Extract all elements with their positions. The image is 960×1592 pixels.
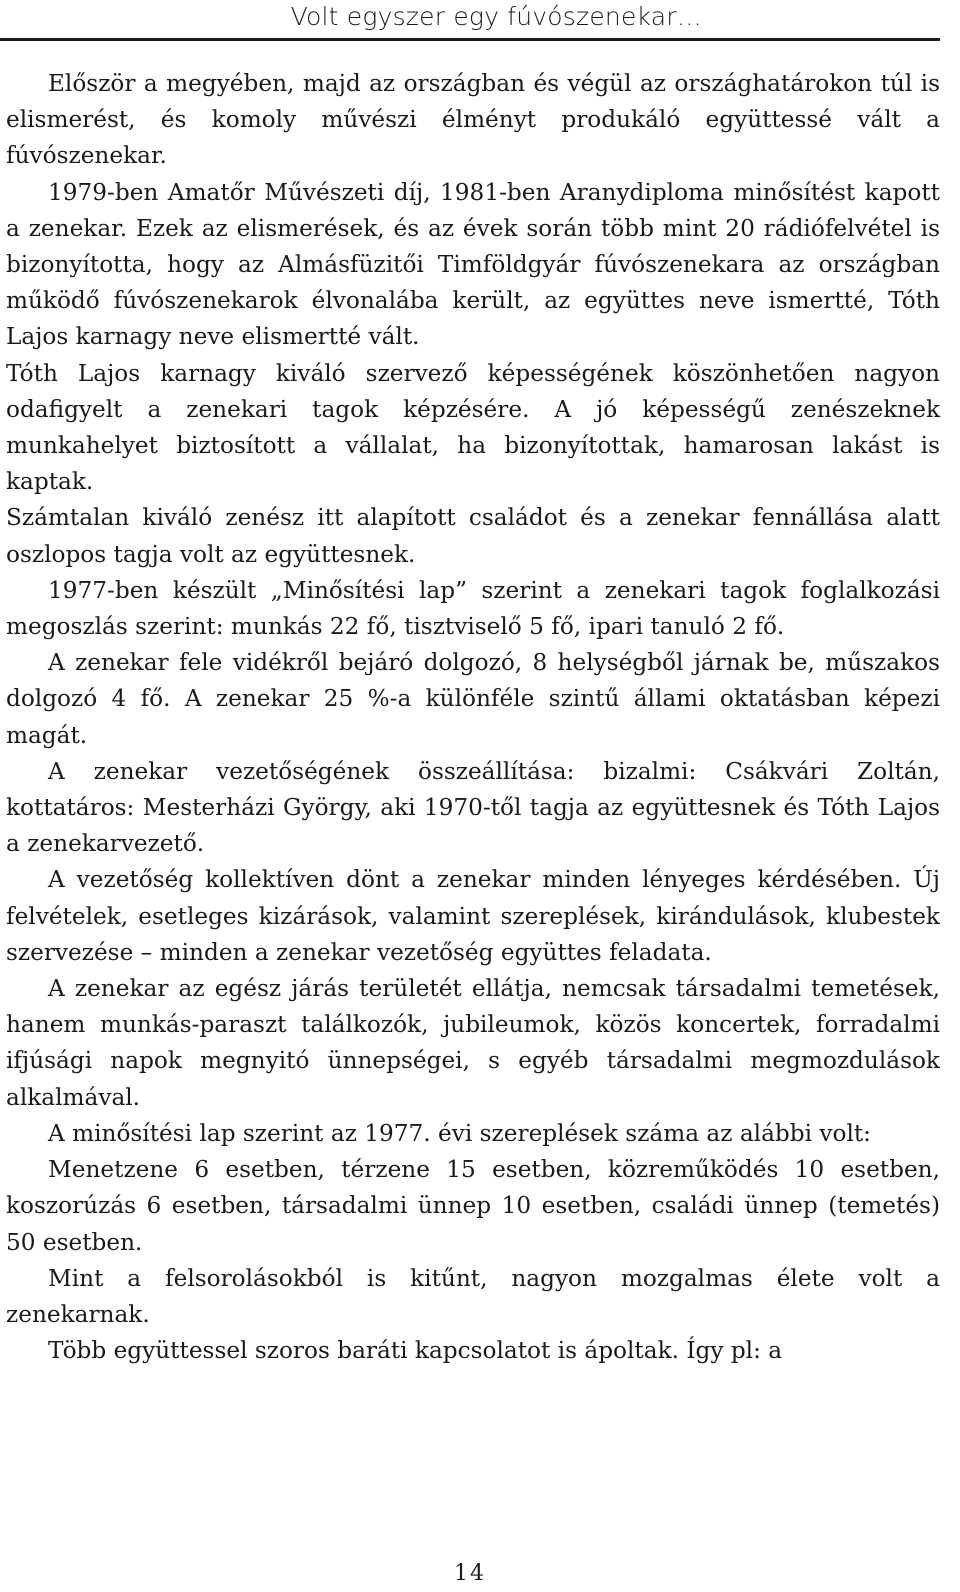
paragraph: Mint a felsorolásokból is kitűnt, nagyon mozgalmas élete volt a zenekarnak.: [6, 1264, 940, 1328]
paragraph: Menetzene 6 esetben, térzene 15 esetben, közreműködés 10 esetben, koszorúzás 6 esetben, társadalmi ünnep 10 esetben, családi ünnep (temetés) 50 esetben.: [6, 1156, 940, 1256]
body-text: [6, 66, 940, 1369]
paragraph: Több együttessel szoros baráti kapcsolatot is ápoltak. Így pl: a: [48, 1337, 783, 1365]
paragraph: A minősítési lap szerint az 1977. évi szereplések száma az alábbi volt:: [48, 1119, 871, 1147]
running-title: Volt egyszer egy fúvószenekar…: [290, 2, 702, 31]
paragraph: 1977-ben készült „Minősítési lap” szerint a zenekari tagok foglalkozási megoszlás szerint: munkás 22 fő, tisztviselő 5 fő, ipari tanuló 2 fő.: [6, 576, 940, 641]
running-header: [0, 0, 940, 41]
paragraph: 1979-ben Amatőr Művészeti díj, 1981-ben Aranydiploma minősítést kapott a zenekar. Ezek az elismerések, és az évek során több mint 20 rádiófelvétel is bizonyította, hogy az Almásfüzitői Timföldgyár fúvószenekara az országban működő fúvószenekarok élvonalába került, az együttes neve ismertté, Tóth Lajos karnagy neve elismertté vált.: [6, 178, 940, 351]
paragraph: Tóth Lajos karnagy kiváló szervező képességének köszönhetően nagyon odafigyelt a zenekari tagok képzésére. A jó képességű zenészeknek munkahelyet biztosított a vállalat, ha bizonyítottak, hamarosan lakást is kaptak.: [6, 359, 940, 496]
paragraph: A zenekar vezetőségének összeállítása: bizalmi: Csákvári Zoltán, kottatáros: Mesterházi György, aki 1970-től tagja az együttesnek és Tóth Lajos a zenekarvezető.: [6, 757, 940, 858]
paragraph: A zenekar fele vidékről bejáró dolgozó, 8 helységből járnak be, műszakos dolgozó 4 fő. A zenekar 25 %-a különféle szintű állami oktatásban képezi magát.: [6, 649, 940, 749]
paragraph: Először a megyében, majd az országban és végül az országhatárokon túl is elismerést, és komoly művészi élményt produkáló együttessé vált a fúvószenekar.: [6, 70, 940, 170]
paragraph: A zenekar az egész járás területét ellátja, nemcsak társadalmi temetések, hanem munkás-paraszt találkozók, jubileumok, közös koncertek, forradalmi ifjúsági napok megnyitó ünnepségei, s egyéb társadalmi megmozdulások alkalmával.: [6, 975, 940, 1111]
page-number: 14: [454, 1561, 486, 1586]
paragraph: A vezetőség kollektíven dönt a zenekar minden lényeges kérdésében. Új felvételek, esetleges kizárások, valamint szereplések, kirándulások, klubestek szervezése – minden a zenekar vezetőség együttes feladata.: [6, 866, 940, 966]
paragraph: Számtalan kiváló zenész itt alapított családot és a zenekar fennállása alatt oszlopos tagja volt az együttesnek.: [6, 504, 940, 568]
